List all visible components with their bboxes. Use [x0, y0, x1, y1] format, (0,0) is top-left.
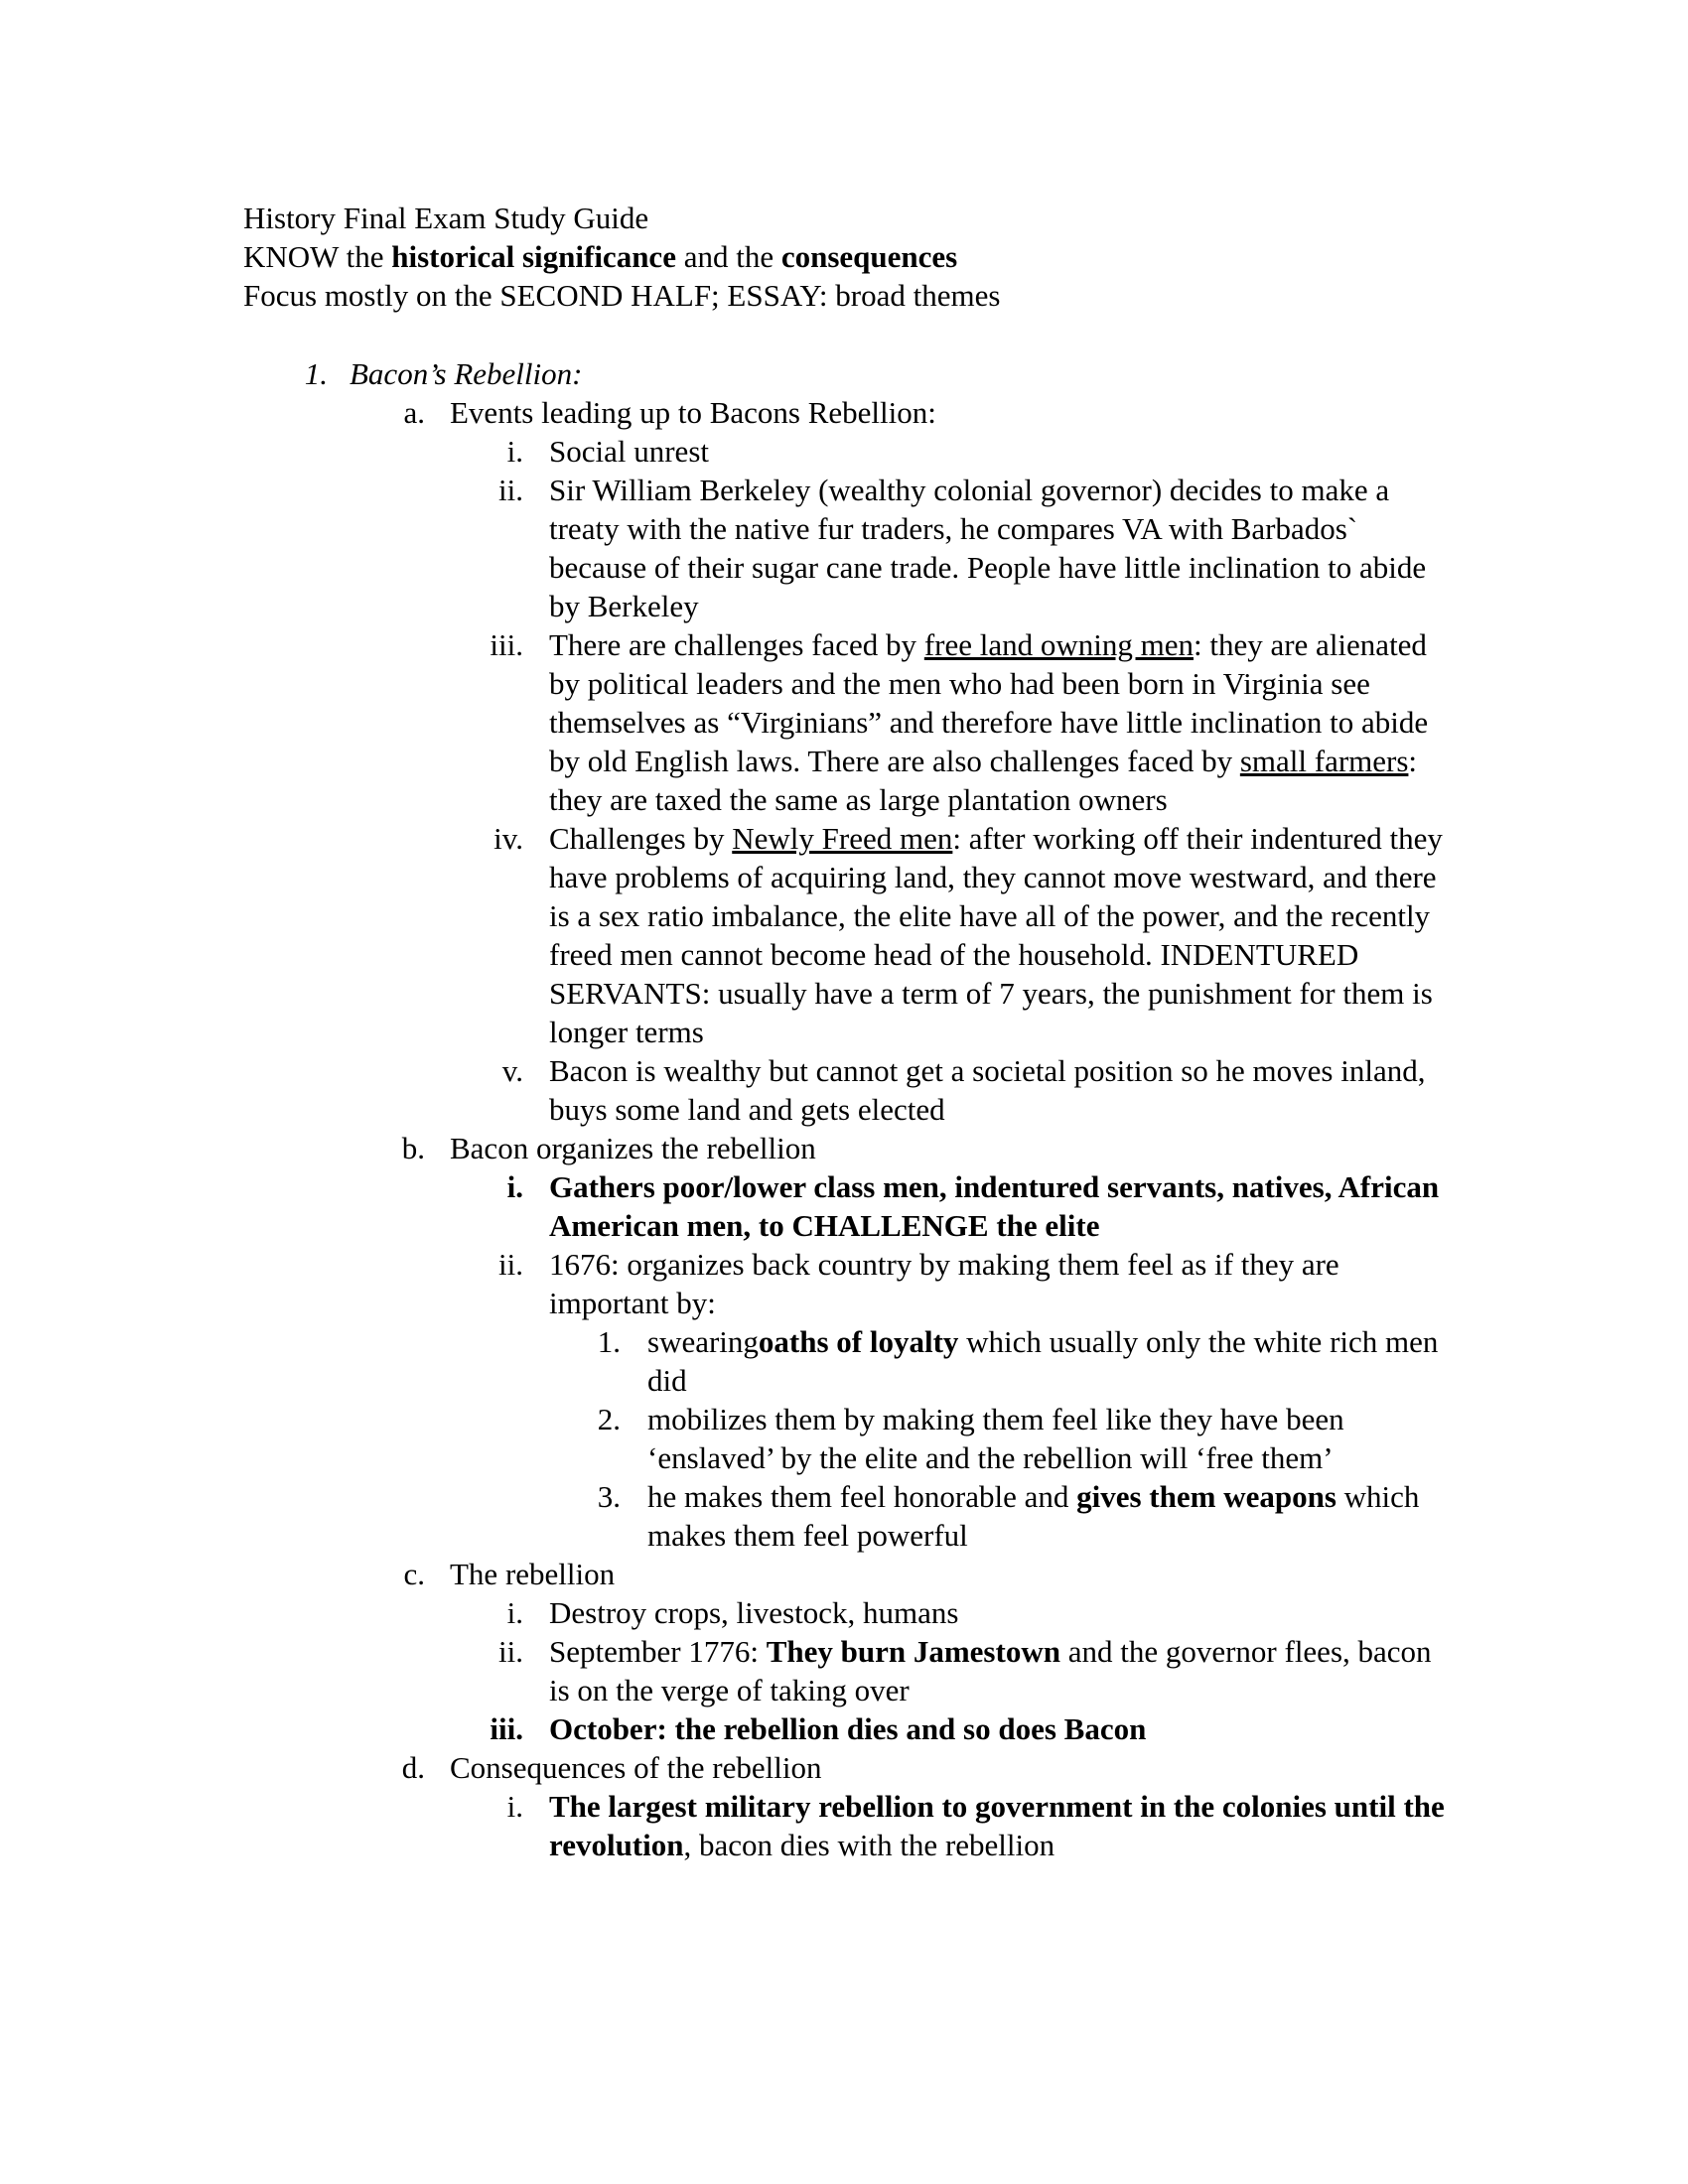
list-marker: ii. — [498, 1247, 523, 1282]
list-item — [541, 1400, 1445, 1477]
text-run: : they are alienated by political leaders and the men who had been born in Virginia see themselves as “Virginians” and therefore have little inclination to abide by old English laws. There are also challenges faced by — [549, 627, 1436, 778]
list-item-text — [549, 1245, 1445, 1322]
text-run: Focus mostly on the SECOND HALF; ESSAY: broad themes — [243, 278, 1001, 313]
list-item — [442, 1167, 1445, 1245]
text-run: : they are taxed the same as large plantation owners — [549, 744, 1425, 817]
list-item — [442, 1245, 1445, 1322]
list-item-text — [549, 1051, 1445, 1129]
text-run: Sir William Berkeley (wealthy colonial governor) decides to make a treaty with the native fur traders, he compares VA with Barbados` because of their sugar cane trade. People have little inclination to abide by Berkeley — [549, 473, 1434, 623]
list-marker: v. — [501, 1053, 523, 1088]
list-item-text — [549, 625, 1445, 819]
list-marker: i. — [506, 1595, 523, 1630]
text-run: and the governor flees, bacon is on the verge of taking over — [549, 1634, 1440, 1707]
list-marker: i. — [506, 1169, 523, 1204]
text-run: , bacon dies with the rebellion — [683, 1828, 1055, 1862]
list-marker: a. — [403, 395, 425, 430]
list-item — [243, 354, 1445, 393]
text-run: Consequences of the rebellion — [450, 1750, 822, 1785]
text-run: which usually only the white rich men did — [647, 1324, 1447, 1398]
list-item-text — [350, 354, 1445, 393]
text-run: Bacon’s Rebellion: — [350, 356, 583, 391]
list-marker: iii. — [490, 627, 523, 662]
text-run: gives them weapons — [1076, 1479, 1336, 1514]
text-run: There are challenges faced by — [549, 627, 924, 662]
text-run: Challenges by — [549, 821, 733, 856]
document-header — [243, 199, 1445, 315]
list-item — [442, 1051, 1445, 1129]
text-run: Bacon organizes the rebellion — [450, 1131, 816, 1165]
list-item — [442, 1709, 1445, 1748]
text-run: September 1776: — [549, 1634, 767, 1669]
text-run: swearing — [647, 1324, 759, 1359]
text-run: he makes them feel honorable and — [647, 1479, 1077, 1514]
list-marker: iii. — [490, 1711, 523, 1746]
list-item-text — [450, 1748, 1445, 1787]
text-run: mobilizes them by making them feel like they have been ‘enslaved’ by the elite and the rebellion will ‘free them’ — [647, 1402, 1352, 1475]
list-marker: 2. — [597, 1402, 621, 1436]
list-item — [442, 819, 1451, 1051]
list-item-text — [549, 1593, 1445, 1632]
text-run: They burn Jamestown — [766, 1634, 1060, 1669]
list-marker: d. — [401, 1750, 425, 1785]
list-item — [541, 1322, 1445, 1400]
list-marker: ii. — [498, 1634, 523, 1669]
list-marker: i. — [506, 434, 523, 469]
text-run: consequences — [780, 239, 958, 274]
list-marker: i. — [506, 1789, 523, 1824]
list-item-text — [549, 471, 1445, 625]
list-marker: c. — [403, 1557, 425, 1591]
list-marker: 1. — [304, 356, 328, 391]
list-item-text — [647, 1400, 1445, 1477]
text-run: and the — [675, 239, 781, 274]
list-item-text — [549, 819, 1451, 1051]
list-item — [541, 1477, 1445, 1555]
list-item — [442, 625, 1445, 819]
text-run: : after working off their indentured they have problems of acquiring land, they cannot move westward, and there is a sex ratio imbalance, the elite have all of the power, and the recently freed men cannot become head of the household. INDENTURED SERVANTS: usually have a term of 7 years, the punishment for them is longer terms — [549, 821, 1451, 1049]
text-run: Bacon is wealthy but cannot get a societal position so he moves inland, buys some land and gets elected — [549, 1053, 1434, 1127]
header-line — [243, 276, 1445, 315]
list-marker: ii. — [498, 473, 523, 507]
list-item — [343, 1748, 1445, 1787]
list-marker: 3. — [597, 1479, 621, 1514]
list-item-text — [450, 393, 1445, 432]
text-run: historical significance — [391, 239, 676, 274]
text-run: Gathers poor/lower class men, indentured servants, natives, African American men, to CHALLENGE the elite — [549, 1169, 1446, 1243]
list-marker: iv. — [493, 821, 523, 856]
list-item — [442, 1787, 1453, 1864]
list-item-text — [647, 1322, 1445, 1400]
list-item-text — [647, 1477, 1445, 1555]
header-line — [243, 199, 1445, 237]
text-run: oaths of loyalty — [758, 1324, 959, 1359]
text-run: The largest military rebellion to government in the colonies until the revolution — [549, 1789, 1453, 1862]
text-run: Newly Freed men — [732, 821, 953, 856]
blank-line — [243, 315, 1445, 354]
text-run: Events leading up to Bacons Rebellion: — [450, 395, 936, 430]
list-item — [343, 393, 1445, 432]
document-outline — [243, 354, 1453, 1864]
text-run: Social unrest — [549, 434, 709, 469]
list-item-text — [450, 1129, 1445, 1167]
text-run: free land owning men — [923, 627, 1194, 662]
list-item — [343, 1555, 1445, 1593]
text-run: 1676: organizes back country by making them feel as if they are important by: — [549, 1247, 1347, 1320]
header-line — [243, 237, 1445, 276]
list-item — [442, 1632, 1445, 1709]
list-item-text — [549, 1632, 1445, 1709]
list-marker: 1. — [597, 1324, 621, 1359]
text-run: which makes them feel powerful — [647, 1479, 1428, 1553]
list-item — [442, 432, 1445, 471]
text-run: KNOW the — [243, 239, 392, 274]
list-item-text — [549, 1787, 1453, 1864]
text-run: Destroy crops, livestock, humans — [549, 1595, 959, 1630]
list-item — [442, 1593, 1445, 1632]
text-run: The rebellion — [450, 1557, 616, 1591]
text-run: History Final Exam Study Guide — [243, 201, 649, 235]
list-item — [343, 1129, 1445, 1167]
text-run: October: the rebellion dies and so does Bacon — [549, 1711, 1147, 1746]
list-item-text — [450, 1555, 1445, 1593]
text-run: small farmers — [1239, 744, 1409, 778]
list-item-text — [549, 432, 1445, 471]
list-item-text — [549, 1167, 1445, 1245]
list-marker: b. — [401, 1131, 425, 1165]
list-item — [442, 471, 1445, 625]
list-item-text — [549, 1709, 1445, 1748]
